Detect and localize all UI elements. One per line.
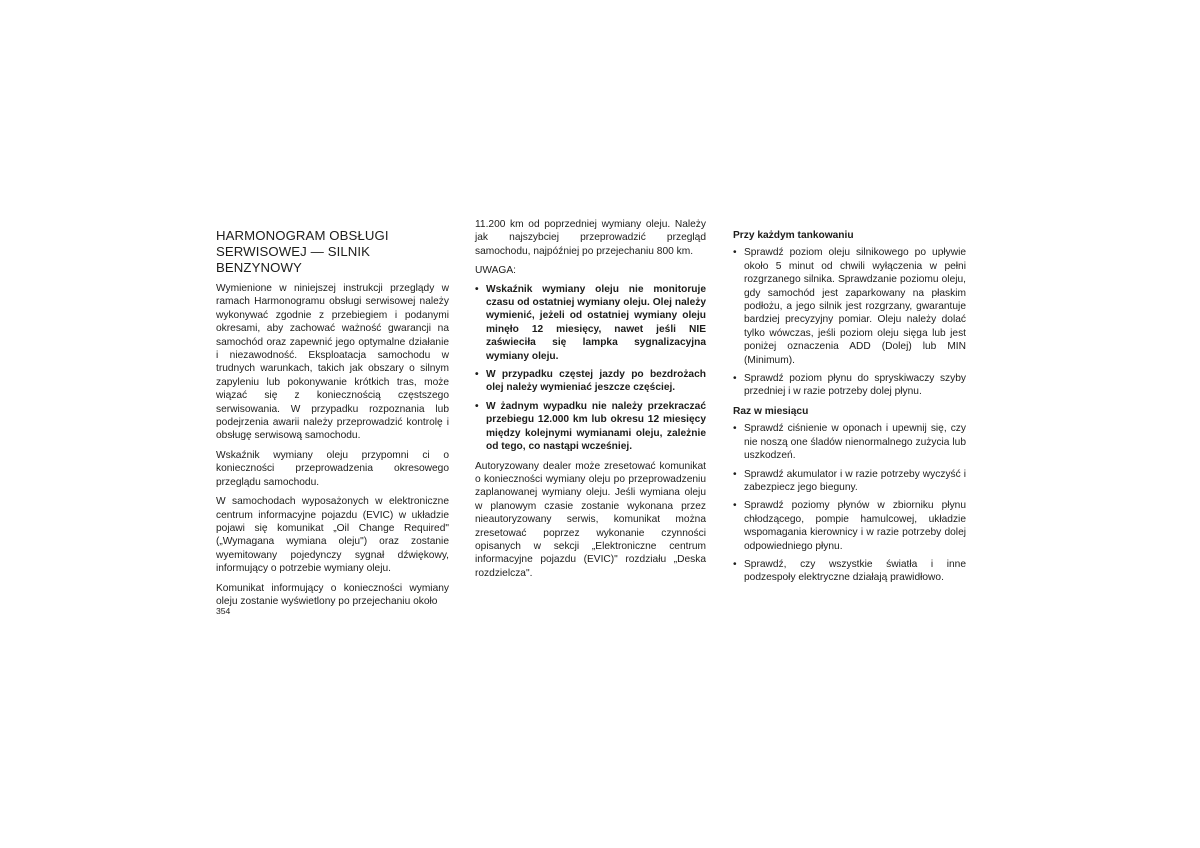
caution-label: UWAGA:	[475, 265, 516, 277]
subsection-title-refuel: Przy każdym tankowaniu	[733, 230, 854, 241]
refuel-checklist	[733, 246, 966, 398]
caution-list	[475, 283, 706, 454]
list-item: • Wskaźnik wymiany oleju nie monitoruje czasu od ostatniej wymiany oleju. Olej należy wymienić, jeżeli od ostatniej wymiany oleju minęło 12 miesięcy, nawet jeśli NIE zaświeciła się lampka sygnalizacyjna wymiany oleju.	[475, 283, 706, 362]
bullet-icon: •	[475, 283, 479, 295]
continued-paragraph: 11.200 km od poprzedniej wymiany oleju. Należy jak najszybciej przeprowadzić przegląd samochodu, najpóźniej po przejechaniu 800 km.	[475, 219, 706, 257]
bullet-icon: •	[733, 558, 737, 570]
column-left	[216, 228, 449, 614]
subsection-title-monthly: Raz w miesiącu	[733, 405, 809, 417]
monthly-checklist	[733, 422, 966, 584]
bullet-icon: •	[733, 423, 737, 435]
indicator-paragraph: Wskaźnik wymiany oleju przypomni ci o konieczności przeprowadzenia okresowego przeglądu samochodu.	[216, 449, 449, 488]
bullet-icon: •	[733, 247, 737, 259]
heading-line-1: HARMONOGRAM OBSŁUGI	[216, 228, 389, 243]
list-item: • Sprawdź, czy wszystkie światła i inne podzespoły elektryczne działają prawidłowo.	[733, 558, 966, 584]
heading-line-2: SERWISOWEJ — SILNIK BENZYNOWY	[216, 244, 371, 275]
page-number: 354	[216, 606, 231, 616]
list-item: • Sprawdź ciśnienie w oponach i upewnij się, czy nie noszą one śladów nienormalnego zużycia lub uszkodzeń.	[733, 423, 966, 462]
section-heading	[216, 228, 449, 276]
list-item: • Sprawdź poziom płynu do spryskiwaczy szyby przedniej i w razie potrzeby dolej płynu.	[733, 373, 966, 398]
column-middle	[475, 218, 706, 586]
bullet-icon: •	[475, 400, 479, 412]
bullet-icon: •	[733, 468, 737, 480]
bullet-icon: •	[733, 373, 737, 385]
list-item: • W żadnym wypadku nie należy przekraczać przebiegu 12.000 km lub okresu 12 miesięcy między kolejnymi wymianami oleju, zależnie od tego, co nastąpi wcześniej.	[475, 400, 706, 453]
list-item: • W przypadku częstej jazdy po bezdrożach olej należy wymieniać jeszcze częściej.	[475, 369, 706, 394]
list-item: • Sprawdź poziomy płynów w zbiorniku płynu chłodzącego, pompie hamulcowej, układzie wspomagania kierownicy i w razie potrzeby dolej odpowiedniego płynu.	[733, 500, 966, 552]
intro-paragraph: Wymienione w niniejszej instrukcji przeglądy w ramach Harmonogramu obsługi serwisowej należy wykonywać zgodnie z przebiegiem i podanymi okresami, aby zachować ważność gwarancji na samochód oraz zapewnić jego optymalne działanie i niezawodność. Eksploatacja samochodu w trudnych warunkach, takich jak obszary o silnym zapyleniu lub pokonywanie krótkich tras, może wiązać się z koniecznością częstszego serwisowania. W przypadku rozpoznania lub podejrzenia awarii należy przeprowadzić kontrolę i obsługę serwisową samochodu.	[216, 283, 449, 442]
list-item: • Sprawdź akumulator i w razie potrzeby wyczyść i zabezpiecz jego bieguny.	[733, 468, 966, 493]
evic-paragraph: W samochodach wyposażonych w elektroniczne centrum informacyjne pojazdu (EVIC) w układzie pojawi się komunikat „Oil Change Required" („Wymagana wymiana oleju") oraz zostanie wyemitowany pojedynczy sygnał dźwiękowy, informujący o potrzebie wymiany oleju.	[216, 496, 449, 575]
column-right	[733, 229, 966, 591]
list-item: • Sprawdź poziom oleju silnikowego po upływie około 5 minut od chwili wyłączenia w pełni rozgrzanego silnika. Sprawdzanie poziomu oleju, gdy samochód jest zaparkowany na płaskim podłożu, a jego silnik jest rozgrzany, gwarantuje bardziej precyzyjny pomiar. Oleju należy dolać tylko wówczas, jeśli poziom oleju sięga lub jest poniżej oznaczenia ADD (Dolej) lub MIN (Minimum).	[733, 247, 966, 366]
bullet-icon: •	[475, 369, 479, 381]
bullet-icon: •	[733, 500, 737, 512]
dealer-paragraph: Autoryzowany dealer może zresetować komunikat o konieczności wymiany oleju po przeprowadzeniu zaplanowanej wymiany oleju. Jeśli wymiana oleju w planowym czasie zostanie wykonana przez nieautoryzowany serwis, komunikat można zresetować poprzez wykonanie czynności opisanych w sekcji „Elektroniczne centrum informacyjne pojazdu (EVIC)" rozdziału „Deska rozdzielcza".	[475, 460, 706, 579]
message-paragraph: Komunikat informujący o konieczności wymiany oleju zostanie wyświetlony po przejechaniu około	[216, 582, 449, 607]
